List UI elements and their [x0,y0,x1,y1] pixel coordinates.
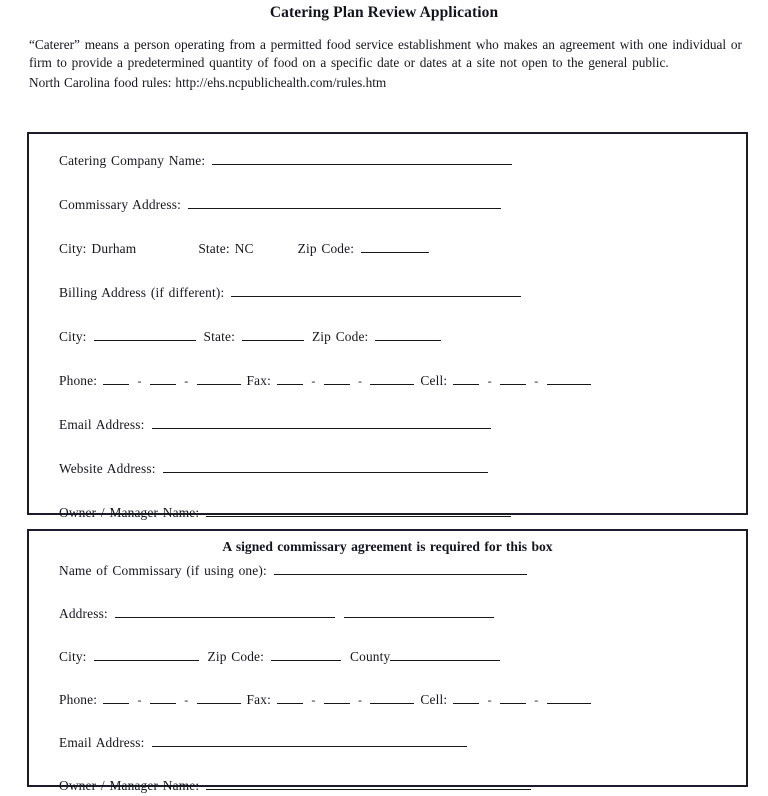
state-value[interactable]: NC [234,241,254,256]
food-rules-link-line: North Carolina food rules: http://ehs.ncpublichealth.com/rules.htm [29,74,387,90]
website-address-input[interactable] [163,460,488,473]
commissary-owner-manager-label: Owner / Manager Name: [59,778,200,793]
commissary-owner-manager-input[interactable] [206,777,531,790]
city-billing-label: City: [59,329,87,344]
commissary-email-input[interactable] [152,734,467,747]
email-address-input[interactable] [152,416,491,429]
field-owner-manager-name[interactable] [29,504,746,521]
commissary-fax-label: Fax: [246,692,271,707]
commissary-county-label: County [350,649,391,664]
commissary-box [27,529,748,793]
commissary-cell-label: Cell: [420,692,448,707]
phone-area-code-input[interactable] [103,372,129,385]
phone-prefix-input[interactable] [150,372,176,385]
commissary-fax-dash-2: - [358,693,363,707]
commissary-phone-label: Phone: [59,692,98,707]
commissary-address-input-1[interactable] [115,605,335,618]
commissary-phone-input-group[interactable] [103,691,240,708]
commissary-fax-dash-1: - [311,693,316,707]
phone-dash-1: - [137,374,142,388]
billing-address-input[interactable] [231,284,521,297]
phone-label: Phone: [59,373,98,388]
zip-code-billing-input[interactable] [375,328,441,341]
state-billing-input[interactable] [242,328,304,341]
field-commissary-address-line[interactable] [29,605,746,622]
cell-input-group[interactable] [453,372,590,389]
cell-area-code-input[interactable] [453,372,479,385]
commissary-zip-input[interactable] [271,648,341,661]
field-commissary-city-zip-county[interactable] [29,648,746,665]
field-email-address[interactable] [29,416,746,433]
commissary-cell-area-code-input[interactable] [453,691,479,704]
commissary-phone-line-input[interactable] [197,691,241,704]
field-phone-fax-cell-primary[interactable] [29,372,746,389]
commissary-name-input[interactable] [274,562,527,575]
billing-address-label: Billing Address (if different): [59,285,225,300]
field-commissary-phone-fax-cell[interactable] [29,691,746,708]
fax-label: Fax: [246,373,271,388]
commissary-city-label: City: [59,649,87,664]
state-label: State: [198,241,230,256]
phone-dash-2: - [184,374,189,388]
city-value[interactable]: Durham [91,241,137,256]
fax-line-input[interactable] [370,372,414,385]
commissary-cell-prefix-input[interactable] [500,691,526,704]
commissary-name-label: Name of Commissary (if using one): [59,563,267,578]
intro-paragraph [29,36,742,92]
commissary-cell-dash-2: - [534,693,539,707]
zip-code-label: Zip Code: [297,241,355,256]
commissary-cell-dash-1: - [487,693,492,707]
commissary-county-input[interactable] [390,648,500,661]
cell-label: Cell: [420,373,448,388]
document-page [0,4,768,796]
commissary-cell-line-input[interactable] [547,691,591,704]
fax-dash-2: - [358,374,363,388]
commissary-city-input[interactable] [94,648,199,661]
cell-prefix-input[interactable] [500,372,526,385]
commissary-fax-line-input[interactable] [370,691,414,704]
email-address-label: Email Address: [59,417,145,432]
zip-code-billing-label: Zip Code: [311,329,369,344]
website-address-label: Website Address: [59,461,156,476]
commissary-phone-dash-1: - [137,693,142,707]
field-commissary-owner-manager[interactable] [29,777,746,794]
fax-prefix-input[interactable] [324,372,350,385]
field-catering-company-name[interactable] [29,152,746,169]
owner-manager-name-input[interactable] [206,504,511,517]
field-billing-address[interactable] [29,284,746,301]
fax-area-code-input[interactable] [277,372,303,385]
field-website-address[interactable] [29,460,746,477]
phone-input-group[interactable] [103,372,240,389]
commissary-email-label: Email Address: [59,735,145,750]
commissary-phone-prefix-input[interactable] [150,691,176,704]
commissary-address-line-label: Address: [59,606,108,621]
field-commissary-address[interactable] [29,196,746,213]
commissary-fax-area-code-input[interactable] [277,691,303,704]
field-city-state-zip-primary[interactable] [29,240,746,257]
commissary-phone-area-code-input[interactable] [103,691,129,704]
commissary-cell-input-group[interactable] [453,691,590,708]
catering-company-name-input[interactable] [212,152,512,165]
zip-code-input[interactable] [361,240,429,253]
intro-definition-text: “Caterer” means a person operating from a permitted food service establishment who makes an agreement with one individual or firm to provide a predetermined quantity of food on a specific date or dates at a site not open to the general public. [29,37,742,71]
cell-dash-2: - [534,374,539,388]
commissary-address-input-2[interactable] [344,605,494,618]
fax-dash-1: - [311,374,316,388]
field-commissary-name[interactable] [29,562,746,579]
commissary-fax-prefix-input[interactable] [324,691,350,704]
cell-line-input[interactable] [547,372,591,385]
fax-input-group[interactable] [277,372,414,389]
page-title: Catering Plan Review Application [269,4,499,21]
commissary-box-heading: A signed commissary agreement is required for this box [222,539,553,554]
phone-line-input[interactable] [197,372,241,385]
city-billing-input[interactable] [94,328,196,341]
catering-company-box [27,132,748,520]
commissary-zip-label: Zip Code: [207,649,265,664]
commissary-address-label: Commissary Address: [59,197,181,212]
state-billing-label: State: [203,329,235,344]
field-commissary-email[interactable] [29,734,746,751]
field-city-state-zip-billing[interactable] [29,328,746,345]
catering-company-name-label: Catering Company Name: [59,153,206,168]
commissary-address-input[interactable] [188,196,501,209]
city-label: City: [59,241,87,256]
owner-manager-name-label: Owner / Manager Name: [59,505,200,520]
commissary-phone-dash-2: - [184,693,189,707]
commissary-fax-input-group[interactable] [277,691,414,708]
cell-dash-1: - [487,374,492,388]
